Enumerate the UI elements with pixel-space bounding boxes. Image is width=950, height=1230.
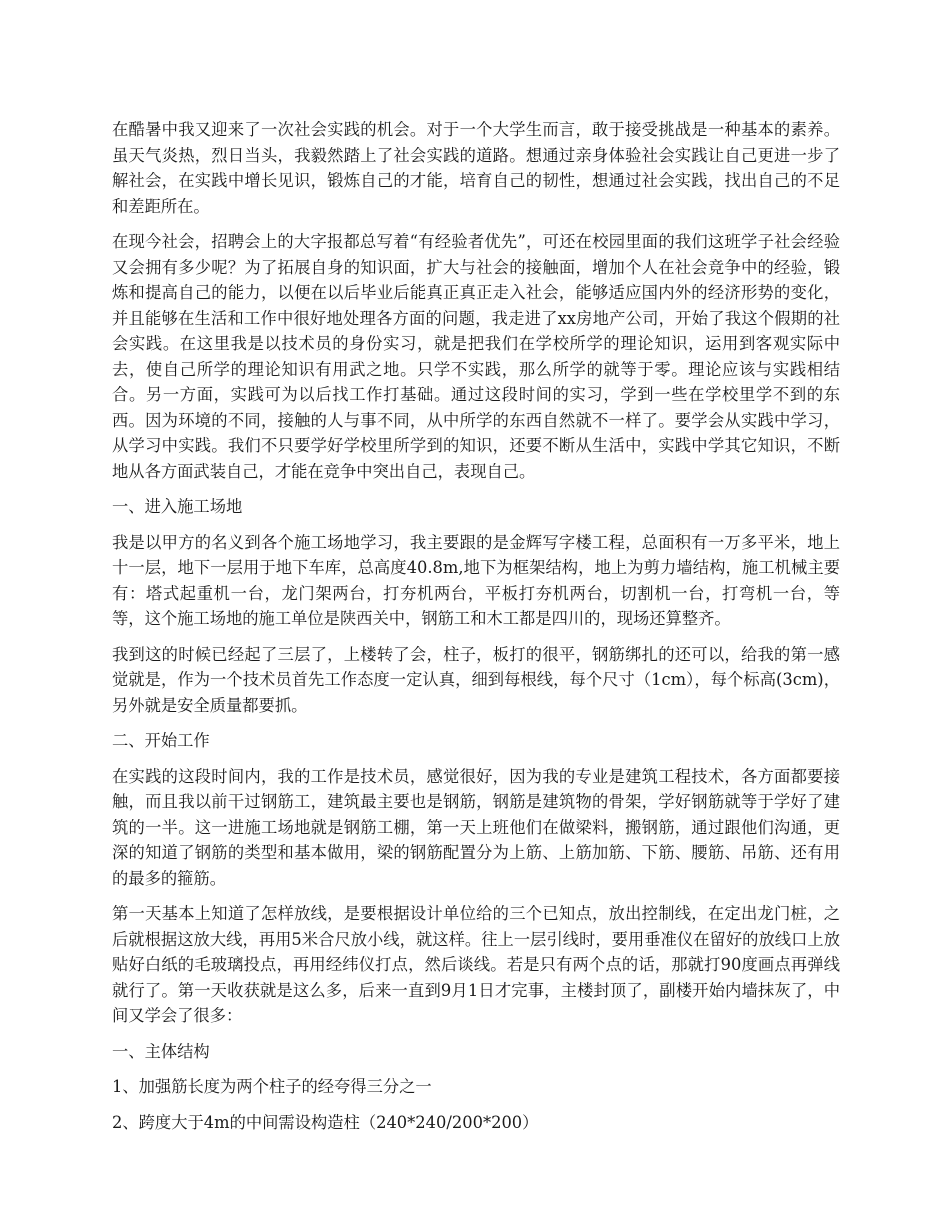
paragraph-motivation: 在现今社会，招聘会上的大字报都总写着“有经验者优先”，可还在校园里面的我们这班学子社会经验又会拥有多少呢？为了拓展自身的知识面，扩大与社会的接触面，增加个人在社会竞争中的经验，锻炼和提高自己的能力，以便在以后毕业后能真正真正走入社会，能够适应国内外的经济形势的变化，并且能够在生活和工作中很好地处理各方面的问题，我走进了xx房地产公司，开始了我这个假期的社会实践。在这里我是以技术员的身份实习，就是把我们在学校所学的理论知识，运用到客观实际中去，使自己所学的理论知识有用武之地。只学不实践，那么所学的就等于零。理论应该与实践相结合。另一方面，实践可为以后找工作打基础。通过这段时间的实习，学到一些在学校里学不到的东西。因为环境的不同，接触的人与事不同，从中所学的东西自然就不一样了。要学会从实践中学习，从学习中实践。我们不只要学好学校里所学到的知识，还要不断从生活中，实践中学其它知识，不断地从各方面武装自己，才能在竞争中突出自己，表现自己。 [112,232,840,481]
paragraph-first-impression: 我到这的时候已经起了三层了，上楼转了会，柱子，板打的很平，钢筋绑扎的还可以，给我的第一感觉就是，作为一个技术员首先工作态度一定认真，细到每根线，每个尺寸（1cm），每个标高(3cm)，另外就是安全质量都要抓。 [112,644,840,715]
paragraph-work-description: 在实践的这段时间内，我的工作是技术员，感觉很好，因为我的专业是建筑工程技术，各方面都要接触，而且我以前干过钢筋工，建筑最主要也是钢筋，钢筋是建筑物的骨架，学好钢筋就等于学好了建筑的一半。这一进施工场地就是钢筋工棚，第一天上班他们在做梁料，搬钢筋，通过跟他们沟通，更深的知道了钢筋的类型和基本做用，梁的钢筋配置分为上筋、上筋加筋、下筋、腰筋、吊筋、还有用的最多的箍筋。 [112,766,840,888]
list-item-2: 2、跨度大于4m的中间需设构造柱（240*240/200*200） [112,1112,539,1132]
paragraph-first-day: 第一天基本上知道了怎样放线，是要根据设计单位给的三个已知点，放出控制线，在定出龙门桩，之后就根据这放大线，再用5米合尺放小线，就这样。往上一层引线时，要用垂准仪在留好的放线口上放贴好白纸的毛玻璃投点，再用经纬仪打点，然后谈线。若是只有两个点的话，那就打90度画点再弹线就行了。第一天收获就是这么多，后来一直到9月1日才完事，主楼封顶了，副楼开始内墙抹灰了，中间又学会了很多： [112,904,840,1025]
paragraph-intro: 在酷暑中我又迎来了一次社会实践的机会。对于一个大学生而言，敢于接受挑战是一种基本的素养。虽天气炎热，烈日当头，我毅然踏上了社会实践的道路。想通过亲身体验社会实践让自己更进一步了解社会，在实践中增长见识，锻炼自己的才能，培育自己的韧性，想通过社会实践，找出自己的不足和差距所在。 [112,120,840,216]
paragraph-site-description: 我是以甲方的名义到各个施工场地学习，我主要跟的是金辉写字楼工程，总面积有一万多平米，地上十一层，地下一层用于地下车库，总高度40.8m,地下为框架结构，地上为剪力墙结构，施工机械主要有：塔式起重机一台，龙门架两台，打夯机两台，平板打夯机两台，切割机一台，打弯机一台，等等，这个施工场地的施工单位是陕西关中，钢筋工和木工都是四川的，现场还算整齐。 [112,532,840,628]
document-body [112,117,840,1145]
section-heading-main-structure: 一、主体结构 [112,1041,210,1061]
list-item-1: 1、加强筋长度为两个柱子的经夸得三分之一 [112,1077,432,1096]
section-heading-enter-site: 一、进入施工场地 [112,497,243,516]
section-heading-start-work: 二、开始工作 [112,731,210,750]
